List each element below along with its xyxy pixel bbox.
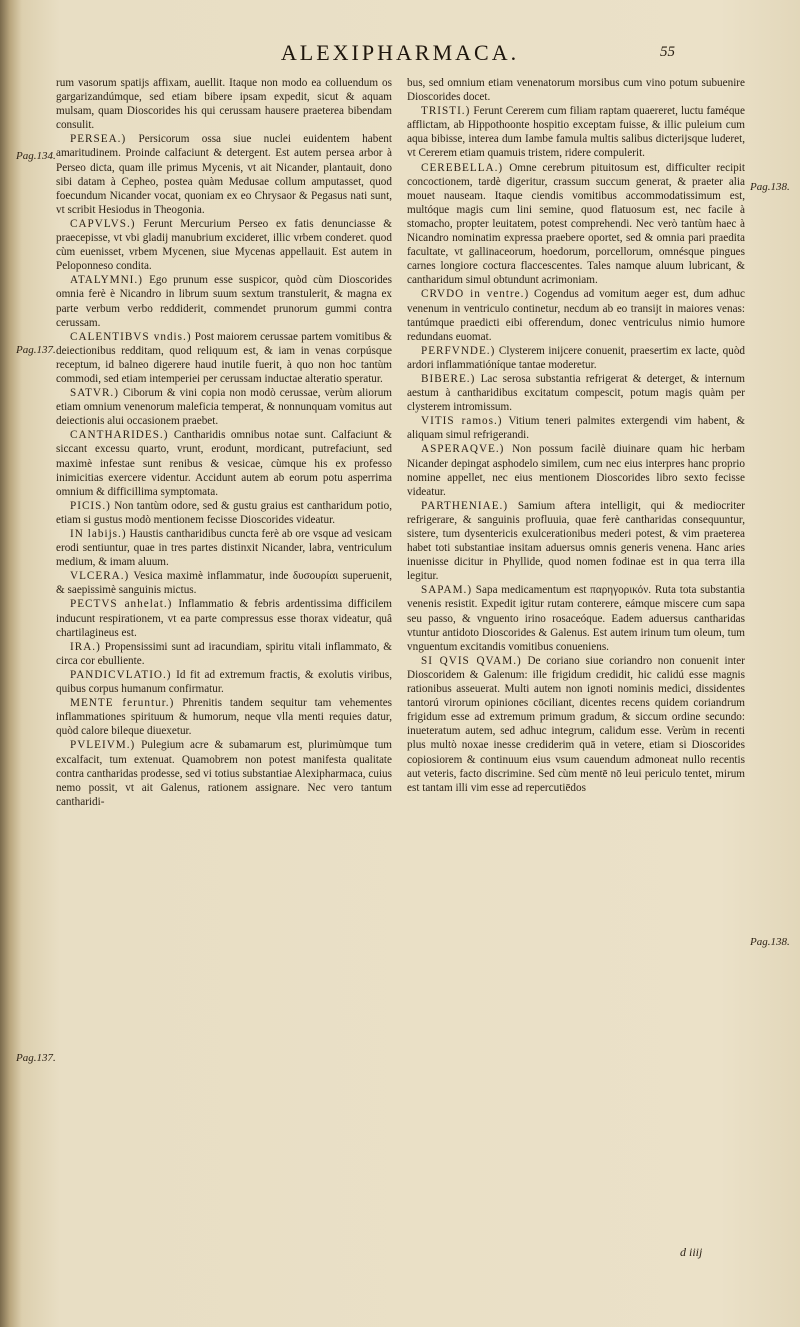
paragraph bbox=[56, 738, 392, 808]
paragraph bbox=[56, 696, 392, 738]
paragraph bbox=[56, 499, 392, 527]
paragraph-text: De coriano siue coriandro non conuenit inter Dioscoridem & Galenum: ille frigidum credidit, hic calidú esse magnis rationibus asseuerat. Multi autem non ignoti nominis medici, dissidentes tantorú virorum opiniones cōciliant, dicentes recens quidem coriandrum frigidum esse ad extremum primum gradum, & siccum ordine secundo: inueteratum autem, sed adhuc integrum, calidum esse. Verùm in recenti plus multò noxae inesse crediderim quā in vetere, etiam si Dioscorides copiosiorem & continuum eius vsum cauendum admoneat nullo recentis aut veteris, facto discrimine. Sed cùm mentē nō leui periculo tentet, mirum est tantam illi vim esse ad repercutiēdos bbox=[407, 654, 745, 794]
lemma: CAPVLVS.) bbox=[70, 217, 136, 230]
lemma: SI QVIS QVAM.) bbox=[421, 654, 522, 667]
paragraph-text: Cogendus ad vomitum aeger est, dum adhuc venenum in ventriculo continetur, necdum ab eo transijt in maiores venas: tantúmque praedicti eibi offerendum, donec ventriculus nimio humore redundans euomat. bbox=[407, 288, 745, 343]
page-header bbox=[0, 40, 800, 70]
paragraph bbox=[407, 583, 745, 653]
lemma: SATVR.) bbox=[70, 387, 119, 400]
paragraph-text: Ferunt Mercurium Perseo ex fatis denunciasse & praecepisse, vt vbi gladij manubrium excideret, illic vrbem conderet. quod cùm euenisset, vrbem Mycenen, siue Mycenas appellauit. Est autem in Peloponneso condita. bbox=[56, 217, 392, 273]
paragraph-text: Inflammatio & febris ardentissima difficilem inducunt respirationem, vt ea parte compressus esse thorax videatur, quâ chartilagineus est. bbox=[56, 598, 392, 639]
paragraph bbox=[407, 104, 745, 160]
lemma: IRA.) bbox=[70, 640, 101, 653]
lemma: SAPAM.) bbox=[421, 584, 473, 597]
paragraph bbox=[56, 527, 392, 569]
paragraph-text: Ego prunum esse suspicor, quòd cùm Dioscorides omnia ferè è Nicandro in librum suum sextum transtulerit, & magna ex parte verbum verbo reddiderit, commendet prunorum gummi contra cerussam. bbox=[56, 274, 393, 329]
paragraph bbox=[56, 428, 392, 498]
lemma: CEREBELLA.) bbox=[421, 161, 504, 174]
lemma: CALENTIBVS vndis.) bbox=[70, 330, 192, 343]
paragraph-text: Propensissimi sunt ad iracundiam, spiritu vitali inflammato, & circa cor ebulliente. bbox=[56, 640, 393, 667]
paragraph-text: Post maiorem cerussae partem vomitibus & deiectionibus redditam, quod reliquum est, & iam in venas corpúsque receptum, id balneo digerere haud inutile fuerit, à quo non hoc tantùm commodi, sed etiam intemperiei per cerussam inductae alteratio speratur. bbox=[56, 330, 392, 385]
paragraph-text: Non possum facilè diuinare quam hic herbam Nicander depingat asphodelo similem, cum nec eius interpres hanc proprio nomine appellet, nec eius mentionem Dioscorides libro sexto fecisse videatur. bbox=[407, 443, 745, 498]
paragraph-text: Clysterem inijcere conuenit, praesertim ex lacte, quòd ardori inflammatióníque tantae moderetur. bbox=[407, 344, 746, 371]
lemma: PARTHENIAE.) bbox=[421, 499, 509, 512]
paragraph bbox=[56, 668, 392, 696]
right-text-column bbox=[407, 76, 745, 795]
paragraph bbox=[407, 499, 745, 584]
lemma: PVLEIVM.) bbox=[70, 739, 136, 752]
paragraph bbox=[56, 330, 392, 386]
folio-number: 55 bbox=[660, 44, 675, 60]
lemma: CRVDO in ventre.) bbox=[421, 288, 530, 301]
paragraph bbox=[56, 569, 392, 597]
paragraph-text: Samium aftera intelligit, qui & mediocriter refrigerare, & sanguinis profluuia, quae ferè cantharidas consequuntur, sistere, tum dysentericis exulcerationibus mederi potest, & vim praeterea habet toti substantiae insitam aduersus omnis generis venena. Hanc aries inuenisse dicitur in Phyllide, quod nomen fodinae est in qua terra illa legitur. bbox=[407, 499, 745, 583]
lemma: PICIS.) bbox=[70, 499, 111, 512]
paragraph-text: Vesica maximè inflammatur, inde δυσουρίαι superuenit, & saepissimè sanguinis mictus. bbox=[56, 570, 392, 597]
margin-note-left-1: Pag.134. bbox=[16, 150, 56, 162]
paragraph bbox=[56, 597, 392, 639]
paragraph bbox=[407, 442, 745, 498]
paragraph bbox=[56, 76, 392, 132]
paragraph-text: Cantharidis omnibus notae sunt. Calfaciunt & siccant excessu quarto, vrunt, erodunt, mordicant, putrefaciunt, sed maximè infestae sunt renibus & vesicae, cùmque his ex professo inimicitias exercere videntur. Accidunt autem ab eorum potu asperrima omnium & difficillima symptomata. bbox=[56, 429, 392, 498]
lemma: TRISTI.) bbox=[421, 105, 471, 118]
signature-mark: d iiij bbox=[680, 1245, 703, 1259]
paragraph-text: Id fit ad extremum fractis, & exolutis viribus, quibus corpus humanum confirmatur. bbox=[56, 668, 393, 696]
paragraph-text: rum vasorum spatijs affixam, auellit. Itaque non modo ea colluendum os gargarizandúmque, sed etiam bibere ipsam expedit, sicut & aquam mulsam, quam Dioscorides his qui cerussam hausere praeterea bibendam consulit. bbox=[56, 77, 392, 132]
paragraph-text: Omne cerebrum pituitosum est, difficulter recipit concoctionem, tardè digeritur, crassum succum generat, & praeter alia mouet nauseam. Itaque ciendis vomitibus accommodatissimum est, multóque magis cum lini semine, quod flatuosum est, nec facile à stomacho, propter leuitatem, potest comprehendi. Nec verò tantùm haec à Nicandro nominatim expressa praebere oportet, sed & omnia pari praedita facultate, vt gallinaceorum, hoedorum, porcellorum, omnésque pingues carnes longiore coctura flaccescentes. Tales namque aluum lubricant, & cantharidum simul obtundunt acrimoniam. bbox=[407, 161, 745, 287]
paragraph-text: Pulegium acre & subamarum est, plurimùmque tum excalfacit, tum extenuat. Quamobrem non potest manifesta qualitate contra cantharidas prodesse, sed vi totius substantiae Alexipharmaca, cuius nemo possit, vt ait Galenus, rationem assignare. Nec vero tantum cantharidi- bbox=[56, 739, 392, 808]
running-title: ALEXIPHARMACA. bbox=[280, 40, 520, 65]
margin-note-left-3: Pag.137. bbox=[16, 1052, 56, 1064]
paragraph bbox=[407, 414, 745, 442]
lemma: MENTE feruntur.) bbox=[70, 697, 175, 710]
paragraph-text: Ciborum & vini copia non modò cerussae, verùm aliorum etiam omnium venenorum maleficia temperat, & nonnunquam vomitus aut deiectionis alui occasionem praebet. bbox=[56, 387, 393, 428]
paragraph bbox=[407, 372, 745, 414]
paragraph-text: Persicorum ossa siue nuclei euidentem habent amaritudinem. Proinde calfaciunt & detergent. Est autem persea arbor à Perseo dicta, quam ille primus Mycenis, vt ait Nicander, plantauit, dono sibi datam à Cepheo, postea quàm Medusae collum amputasset, quod foecundum Nicander vocat, quoniam ex eo Chrysaor & Pegasus nati sunt, vt scribit Hesiodus in Theogonia. bbox=[56, 133, 393, 216]
margin-note-right-2: Pag.138. bbox=[750, 936, 790, 948]
paragraph bbox=[56, 217, 392, 273]
lemma: ASPERAQVE.) bbox=[421, 443, 505, 456]
paragraph bbox=[56, 132, 392, 217]
paragraph-text: Phrenitis tandem sequitur tam vehementes inflammationes spirituum & humorum, neque vlla menti requies datur, quòd calore bileque diuexetur. bbox=[56, 697, 393, 738]
paragraph-text: Lac serosa substantia refrigerat & deterget, & internum aestum à cantharidibus excitatum compescit, potum magis quàm per clysterem intromissum. bbox=[407, 372, 745, 414]
paragraph bbox=[407, 654, 745, 795]
lemma: IN labijs.) bbox=[70, 528, 127, 540]
lemma: PANDICVLATIO.) bbox=[70, 668, 172, 681]
paragraph bbox=[407, 287, 745, 343]
paragraph bbox=[407, 344, 745, 372]
paragraph-text: Sapa medicamentum est παρηγορικόν. Ruta tota substantia venenis resistit. Expedit igitur rutam conterere, eámque miscere cum sapa seu passo, & vnguento irino rosaceóque. Eadem aduersus cantharidas vtuntur antidoto Dioscorides & Galenus. Est autem irinum tum oleum, tum vnguentum excitandis vomitibus conueniens. bbox=[407, 584, 745, 653]
lemma: PERSEA.) bbox=[70, 133, 127, 146]
paragraph-text: Non tantùm odore, sed & gustu graius est cantharidum potio, etiam si gustus modò mentionem fecisse Dioscorides videatur. bbox=[56, 499, 393, 526]
lemma: CANTHARIDES.) bbox=[70, 429, 169, 442]
paragraph-text: Ferunt Cererem cum filiam raptam quaereret, luctu faméque afflictam, ab Hippothoonte hospitio exceptam fuisse, & illic puleium cum aqua bibisse, interea dum Iambe famula multis salibus dicterijsque luderet, vt Cererem etiam quamuis tristem, ridere compulerit. bbox=[407, 105, 745, 160]
lemma: PERFVNDE.) bbox=[421, 344, 496, 357]
margin-note-right-1: Pag.138. bbox=[750, 181, 790, 193]
paragraph bbox=[407, 161, 745, 288]
paragraph bbox=[407, 76, 745, 104]
paragraph bbox=[56, 640, 392, 668]
left-text-column bbox=[56, 76, 392, 809]
lemma: VITIS ramos.) bbox=[421, 415, 503, 428]
paragraph-text: bus, sed omnium etiam venenatorum morsibus cum vino potum subuenire Dioscorides docet. bbox=[407, 77, 745, 104]
paragraph-text: Haustis cantharidibus cuncta ferè ab ore vsque ad vesicam erodi sentiuntur, quae in tres partes distinxit Nicander, labra, ventriculum medium, & imam aluum. bbox=[56, 528, 392, 569]
paragraph bbox=[56, 386, 392, 428]
lemma: VLCERA.) bbox=[70, 570, 130, 583]
margin-note-left-2: Pag.137. bbox=[16, 344, 56, 356]
paragraph-text: Vitium teneri palmites extergendi vim habent, & aliquam simul refrigerandi. bbox=[407, 415, 745, 442]
paragraph bbox=[56, 273, 392, 329]
lemma: ATALYMNI.) bbox=[70, 274, 143, 287]
lemma: BIBERE.) bbox=[421, 372, 476, 385]
lemma: PECTVS anhelat.) bbox=[70, 598, 173, 611]
